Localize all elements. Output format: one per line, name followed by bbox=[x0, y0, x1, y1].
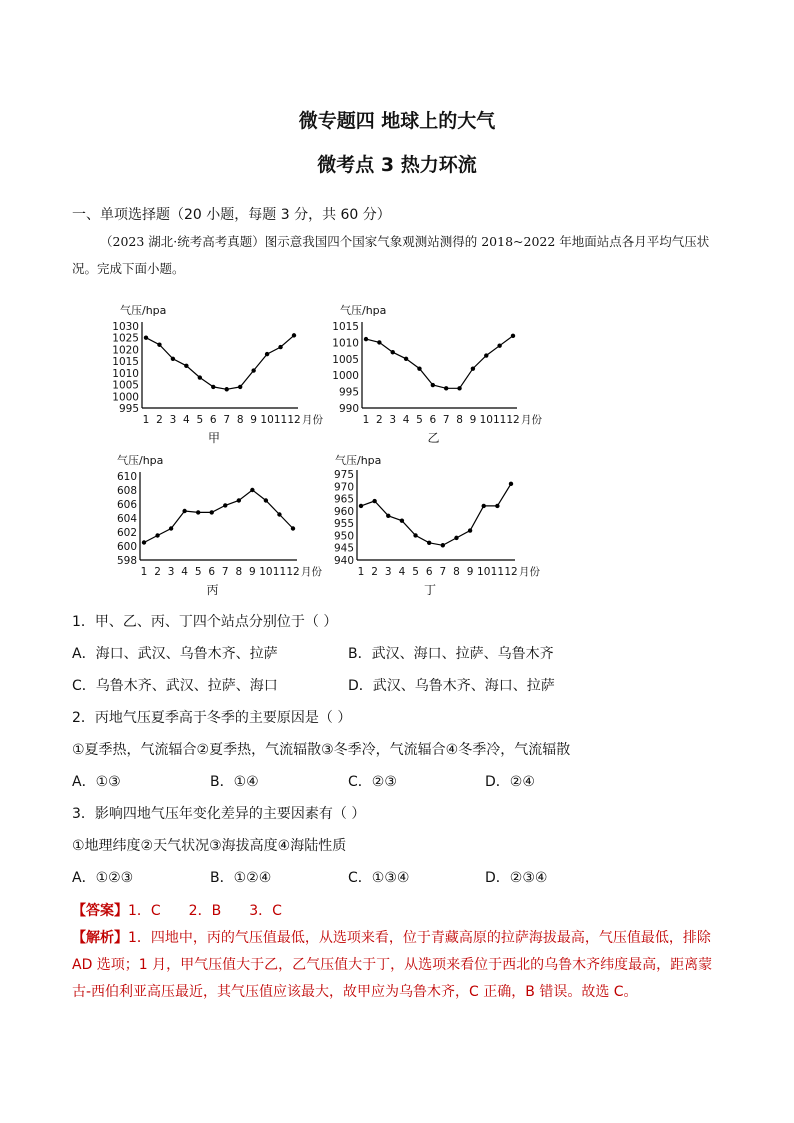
x-tick-label: 11 bbox=[272, 566, 287, 578]
data-point bbox=[511, 334, 515, 338]
data-point bbox=[454, 536, 458, 540]
x-tick-label: 12 bbox=[506, 414, 520, 426]
y-tick-label: 600 bbox=[116, 541, 137, 553]
x-tick-label: 3 bbox=[167, 566, 175, 578]
data-point bbox=[444, 386, 448, 390]
analysis-label: 【解析】 bbox=[72, 930, 128, 946]
data-point bbox=[184, 364, 188, 368]
chart-yi bbox=[325, 300, 555, 448]
y-tick-label: 950 bbox=[333, 530, 354, 543]
data-point bbox=[441, 543, 445, 547]
q3-option-a[interactable]: A．①②③ bbox=[72, 870, 134, 886]
x-tick-label: 2 bbox=[154, 566, 161, 578]
chart-jia bbox=[110, 300, 323, 448]
data-point bbox=[404, 357, 408, 361]
chart-ding bbox=[320, 450, 555, 600]
y-tick-label: 1025 bbox=[112, 332, 139, 345]
q2-option-a[interactable]: A．①③ bbox=[72, 774, 121, 790]
chart-name: 丙 bbox=[206, 583, 219, 597]
data-point bbox=[291, 526, 295, 530]
y-tick-label: 1010 bbox=[112, 367, 139, 380]
x-tick-label: 10 bbox=[260, 414, 274, 426]
y-tick-label: 990 bbox=[338, 403, 359, 415]
x-tick-label: 11 bbox=[492, 414, 507, 426]
data-point bbox=[292, 333, 296, 337]
question-3-stem: 3．影响四地气压年变化差异的主要因素有（ ） bbox=[72, 806, 366, 822]
data-point bbox=[225, 387, 229, 391]
y-tick-label: 1000 bbox=[112, 391, 139, 404]
data-point bbox=[144, 336, 148, 340]
q3-option-d[interactable]: D．②③④ bbox=[485, 870, 548, 886]
series-line bbox=[366, 336, 513, 389]
section-heading: 一、单项选择题（20 小题，每题 3 分，共 60 分） bbox=[72, 207, 391, 223]
data-point bbox=[277, 512, 281, 516]
y-tick-label: 995 bbox=[338, 386, 359, 399]
q1-option-b[interactable]: B．武汉、海口、拉萨、乌鲁木齐 bbox=[348, 646, 554, 662]
x-tick-label: 10 bbox=[479, 414, 493, 426]
x-tick-label: 6 bbox=[209, 414, 217, 426]
y-tick-label: 1015 bbox=[332, 321, 359, 333]
x-tick-label: 2 bbox=[376, 414, 383, 426]
x-tick-label: 1 bbox=[142, 414, 150, 426]
question-2-stem: 2．丙地气压夏季高于冬季的主要原因是（ ） bbox=[72, 710, 352, 726]
x-tick-label: 7 bbox=[221, 566, 229, 578]
data-point bbox=[377, 340, 381, 344]
x-tick-label: 11 bbox=[273, 414, 288, 426]
chart-bing bbox=[105, 450, 330, 600]
y-axis-label: 气压/hpa bbox=[340, 304, 387, 317]
data-point bbox=[391, 350, 395, 354]
data-point bbox=[497, 343, 501, 347]
data-point bbox=[482, 504, 486, 508]
data-point bbox=[211, 385, 215, 389]
q2-option-b[interactable]: B．①④ bbox=[210, 774, 259, 790]
data-point bbox=[359, 504, 363, 508]
question-1-stem: 1．甲、乙、丙、丁四个站点分别位于（ ） bbox=[72, 614, 338, 630]
y-tick-label: 1005 bbox=[332, 353, 359, 366]
y-tick-label: 610 bbox=[116, 471, 137, 483]
x-tick-label: 2 bbox=[156, 414, 163, 426]
intro-paragraph bbox=[72, 228, 722, 282]
data-point bbox=[495, 504, 499, 508]
y-tick-label: 1015 bbox=[112, 356, 139, 369]
y-tick-label: 945 bbox=[333, 542, 354, 555]
x-tick-label: 4 bbox=[398, 566, 406, 578]
data-point bbox=[400, 518, 404, 522]
data-point bbox=[223, 503, 227, 507]
x-tick-label: 9 bbox=[469, 414, 477, 426]
x-tick-label: 5 bbox=[196, 414, 204, 426]
q3-option-b[interactable]: B．①②④ bbox=[210, 870, 272, 886]
y-tick-label: 1010 bbox=[332, 337, 359, 350]
q1-option-c[interactable]: C．乌鲁木齐、武汉、拉萨、海口 bbox=[72, 678, 278, 694]
x-tick-label: 8 bbox=[235, 566, 243, 578]
x-tick-label: 8 bbox=[453, 566, 460, 578]
series-line bbox=[361, 484, 511, 546]
y-tick-label: 1000 bbox=[332, 370, 359, 383]
x-tick-label: 3 bbox=[169, 414, 177, 426]
answer-line bbox=[72, 900, 282, 920]
analysis-paragraph bbox=[72, 925, 724, 1006]
data-point bbox=[171, 357, 175, 361]
x-tick-label: 4 bbox=[402, 414, 410, 426]
y-tick-label: 975 bbox=[333, 469, 354, 481]
answer-text: 1．C 2．B 3．C bbox=[128, 903, 282, 919]
y-axis-label: 气压/hpa bbox=[117, 454, 164, 467]
q1-option-a[interactable]: A．海口、武汉、乌鲁木齐、拉萨 bbox=[72, 646, 278, 662]
question-2-items: ①夏季热，气流辐合②夏季热，气流辐散③冬季冷，气流辐合④冬季冷，气流辐散 bbox=[72, 742, 571, 758]
x-axis-label: 月份 bbox=[519, 566, 540, 578]
data-point bbox=[210, 510, 214, 514]
x-tick-label: 5 bbox=[194, 566, 202, 578]
x-tick-label: 5 bbox=[416, 414, 423, 426]
x-tick-label: 8 bbox=[456, 414, 463, 426]
x-tick-label: 3 bbox=[384, 566, 392, 578]
x-tick-label: 1 bbox=[357, 566, 365, 578]
analysis-text: 1．四地中，丙的气压值最低，从选项来看，位于青藏高原的拉萨海拔最高，气压值最低，排除 AD 选项；1 月，甲气压值大于乙，乙气压值大于丁，从选项来看位于西北的乌鲁木齐纬度最高，距离蒙古-西伯利亚高压最近，其气压值应该最大，故甲应为乌鲁木齐，C 正确，B 错误。故选 C。 bbox=[72, 930, 713, 1000]
x-tick-label: 4 bbox=[183, 414, 190, 426]
x-tick-label: 9 bbox=[249, 566, 256, 578]
data-point bbox=[182, 509, 186, 513]
x-tick-label: 12 bbox=[287, 414, 301, 426]
data-point bbox=[431, 383, 435, 387]
chart-name: 甲 bbox=[207, 431, 221, 445]
x-axis-label: 月份 bbox=[302, 414, 323, 426]
chart-name: 乙 bbox=[427, 431, 440, 445]
y-tick-label: 606 bbox=[116, 499, 137, 511]
answer-label: 【答案】 bbox=[72, 903, 128, 919]
data-point bbox=[155, 533, 159, 537]
x-tick-label: 6 bbox=[429, 414, 437, 426]
y-tick-label: 608 bbox=[116, 485, 137, 497]
data-point bbox=[237, 498, 241, 502]
data-point bbox=[484, 353, 488, 357]
data-point bbox=[364, 337, 368, 341]
y-tick-label: 955 bbox=[333, 518, 354, 531]
y-tick-label: 1030 bbox=[112, 321, 139, 333]
y-tick-label: 604 bbox=[116, 513, 137, 525]
data-point bbox=[468, 528, 472, 532]
x-tick-label: 12 bbox=[286, 566, 300, 578]
data-point bbox=[457, 386, 461, 390]
page-subtitle: 微考点 3 热力环流 bbox=[317, 154, 477, 176]
x-tick-label: 7 bbox=[223, 414, 231, 426]
x-tick-label: 9 bbox=[466, 566, 474, 578]
x-tick-label: 7 bbox=[442, 414, 450, 426]
x-tick-label: 9 bbox=[250, 414, 257, 426]
chart-name: 丁 bbox=[423, 583, 437, 597]
x-axis-label: 月份 bbox=[521, 414, 542, 426]
data-point bbox=[238, 385, 242, 389]
x-tick-label: 1 bbox=[140, 566, 148, 578]
x-tick-label: 12 bbox=[504, 566, 518, 578]
q2-option-c[interactable]: C．②③ bbox=[348, 774, 397, 790]
page-title: 微专题四 地球上的大气 bbox=[298, 110, 496, 132]
x-tick-label: 1 bbox=[362, 414, 370, 426]
series-line bbox=[146, 335, 294, 389]
y-axis-label: 气压/hpa bbox=[120, 304, 167, 317]
data-point bbox=[427, 541, 431, 545]
intro-text: （2023 湖北·统考高考真题）图示意我国四个国家气象观测站测得的 2018~2022 年地面站点各月平均气压状况。完成下面小题。 bbox=[72, 234, 710, 276]
y-tick-label: 965 bbox=[333, 493, 354, 506]
data-point bbox=[142, 540, 146, 544]
q2-option-d[interactable]: D．②④ bbox=[485, 774, 535, 790]
x-tick-label: 7 bbox=[439, 566, 447, 578]
x-tick-label: 10 bbox=[259, 566, 273, 578]
data-point bbox=[250, 488, 254, 492]
data-point bbox=[372, 499, 376, 503]
q3-option-c[interactable]: C．①③④ bbox=[348, 870, 410, 886]
x-tick-label: 10 bbox=[477, 566, 491, 578]
y-tick-label: 1005 bbox=[112, 379, 139, 392]
x-tick-label: 6 bbox=[425, 566, 433, 578]
y-tick-label: 1020 bbox=[112, 344, 139, 357]
data-point bbox=[278, 345, 282, 349]
series-line bbox=[144, 490, 293, 543]
data-point bbox=[196, 510, 200, 514]
x-axis-label: 月份 bbox=[301, 566, 322, 578]
y-tick-label: 940 bbox=[333, 555, 354, 567]
q1-option-d[interactable]: D．武汉、乌鲁木齐、海口、拉萨 bbox=[348, 678, 555, 694]
data-point bbox=[413, 533, 417, 537]
x-tick-label: 6 bbox=[208, 566, 216, 578]
x-tick-label: 8 bbox=[236, 414, 244, 426]
y-axis-label: 气压/hpa bbox=[335, 454, 382, 467]
data-point bbox=[265, 352, 269, 356]
question-3-items: ①地理纬度②天气状况③海拔高度④海陆性质 bbox=[72, 838, 347, 854]
y-tick-label: 995 bbox=[118, 403, 139, 415]
data-point bbox=[471, 366, 475, 370]
data-point bbox=[509, 482, 513, 486]
x-tick-label: 3 bbox=[389, 414, 397, 426]
x-tick-label: 4 bbox=[181, 566, 188, 578]
data-point bbox=[169, 526, 173, 530]
x-tick-label: 11 bbox=[490, 566, 505, 578]
data-point bbox=[251, 368, 255, 372]
y-tick-label: 598 bbox=[116, 555, 137, 567]
data-point bbox=[198, 375, 202, 379]
y-tick-label: 960 bbox=[333, 505, 354, 518]
x-tick-label: 2 bbox=[371, 566, 378, 578]
data-point bbox=[264, 498, 268, 502]
data-point bbox=[417, 366, 421, 370]
data-point bbox=[386, 514, 390, 518]
y-tick-label: 970 bbox=[333, 481, 354, 494]
y-tick-label: 602 bbox=[116, 527, 137, 539]
x-tick-label: 5 bbox=[412, 566, 419, 578]
data-point bbox=[157, 343, 161, 347]
